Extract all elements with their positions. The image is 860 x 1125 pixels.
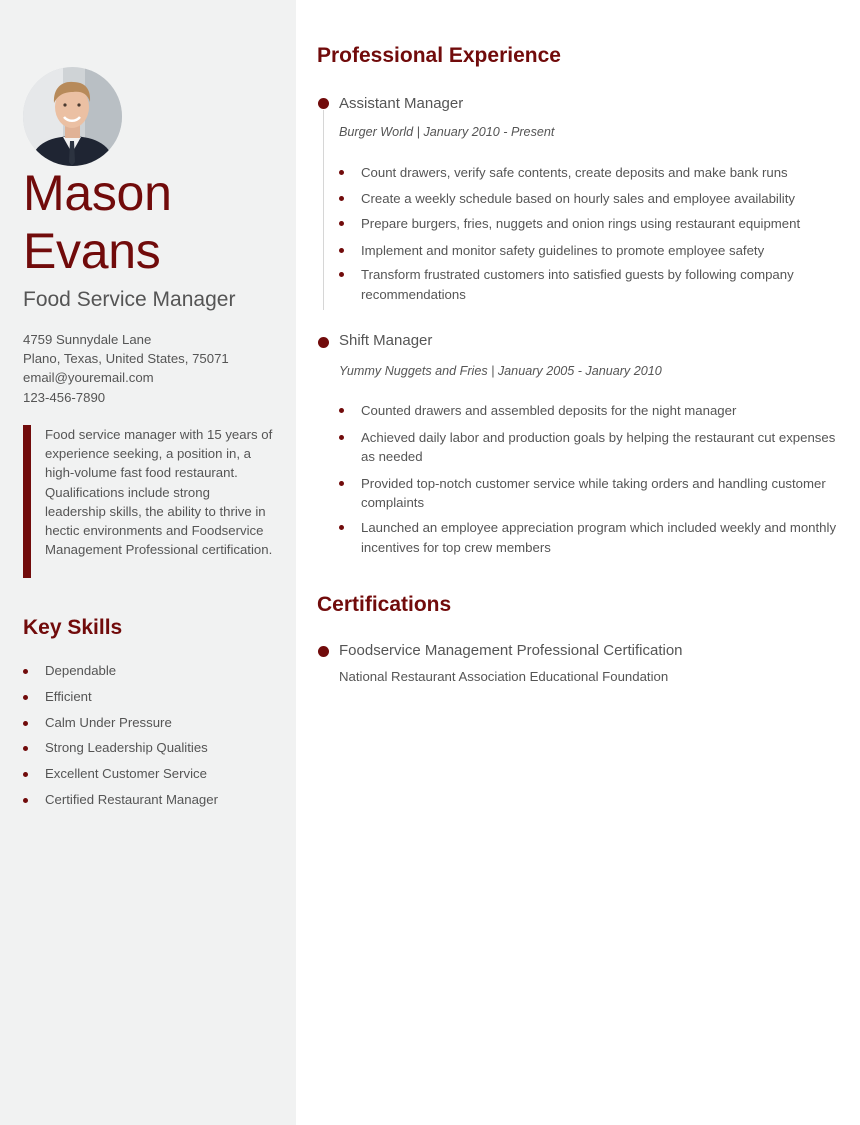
bullet-icon [23, 669, 28, 674]
bullet-icon [23, 746, 28, 751]
duty-item: Implement and monitor safety guidelines to promote employee safety [339, 241, 839, 261]
bullet-icon [339, 481, 344, 486]
skill-item: Strong Leadership Qualities [23, 737, 218, 763]
summary [23, 425, 273, 578]
skill-item: Certified Restaurant Manager [23, 789, 218, 815]
duty-item: Create a weekly schedule based on hourly sales and employee availability [339, 189, 839, 209]
last-name: Evans [23, 223, 161, 279]
address: 4759 Sunnydale Lane [23, 332, 152, 347]
job-role: Assistant Manager [339, 95, 464, 112]
duty-item: Count drawers, verify safe contents, create deposits and make bank runs [339, 163, 839, 183]
job-duties [339, 163, 839, 305]
bullet-icon [339, 525, 344, 530]
city: Plano, Texas, United States, 75071 [23, 351, 229, 367]
sidebar [0, 0, 296, 1125]
timeline-dot-icon [318, 337, 329, 348]
duty-item: Launched an employee appreciation program which included weekly and monthly incentives for top crew members [339, 518, 849, 557]
bullet-icon [23, 695, 28, 700]
skills-heading: Key Skills [23, 616, 123, 639]
bullet-icon [339, 272, 344, 277]
bullet-icon [339, 170, 344, 175]
timeline-dot-icon [318, 98, 329, 109]
main-content [296, 0, 860, 1125]
timeline-line [323, 110, 324, 310]
duty-item: Prepare burgers, fries, nuggets and onion rings using restaurant equipment [339, 214, 839, 234]
skills-list [23, 660, 218, 815]
certifications-heading: Certifications [317, 593, 452, 616]
skill-item: Calm Under Pressure [23, 712, 218, 738]
bullet-icon [339, 408, 344, 413]
contact-info [23, 330, 229, 407]
job-meta: Yummy Nuggets and Fries | January 2005 - January 2010 [339, 364, 662, 378]
duty-item: Counted drawers and assembled deposits for the night manager [339, 401, 849, 421]
bullet-icon [23, 772, 28, 777]
candidate-name [23, 164, 172, 280]
first-name: Mason [23, 165, 172, 221]
bullet-icon [339, 248, 344, 253]
certification-name: Foodservice Management Professional Certification [339, 642, 683, 659]
job-meta: Burger World | January 2010 - Present [339, 125, 555, 139]
job-role: Shift Manager [339, 332, 433, 349]
duty-item: Provided top-notch customer service while taking orders and handling customer complaints [339, 474, 849, 513]
bullet-icon [339, 221, 344, 226]
duty-item: Transform frustrated customers into satisfied guests by following company recommendations [339, 265, 799, 304]
job-duties [339, 401, 849, 557]
phone[interactable]: 123-456-7890 [23, 389, 106, 405]
bullet-icon [23, 798, 28, 803]
bullet-icon [23, 721, 28, 726]
bullet-icon [339, 435, 344, 440]
avatar [23, 67, 122, 166]
duty-item: Achieved daily labor and production goals by helping the restaurant cut expenses as needed [339, 428, 849, 467]
experience-heading: Professional Experience [317, 44, 561, 67]
profile-photo [23, 67, 122, 166]
timeline-dot-icon [318, 646, 329, 657]
skill-item: Dependable [23, 660, 218, 686]
summary-text: Food service manager with 15 years of experience seeking, a position in, a high-volume fast food restaurant. Qualifications include strong leadership skills, the ability to thrive in hectic environments and Foodservice Management Professional certification. [45, 427, 273, 558]
bullet-icon [339, 196, 344, 201]
skill-item: Efficient [23, 686, 218, 712]
certification-org: National Restaurant Association Educational Foundation [339, 669, 669, 684]
email[interactable]: email@youremail.com [23, 370, 154, 386]
job-title: Food Service Manager [23, 288, 236, 311]
skill-item: Excellent Customer Service [23, 763, 218, 789]
